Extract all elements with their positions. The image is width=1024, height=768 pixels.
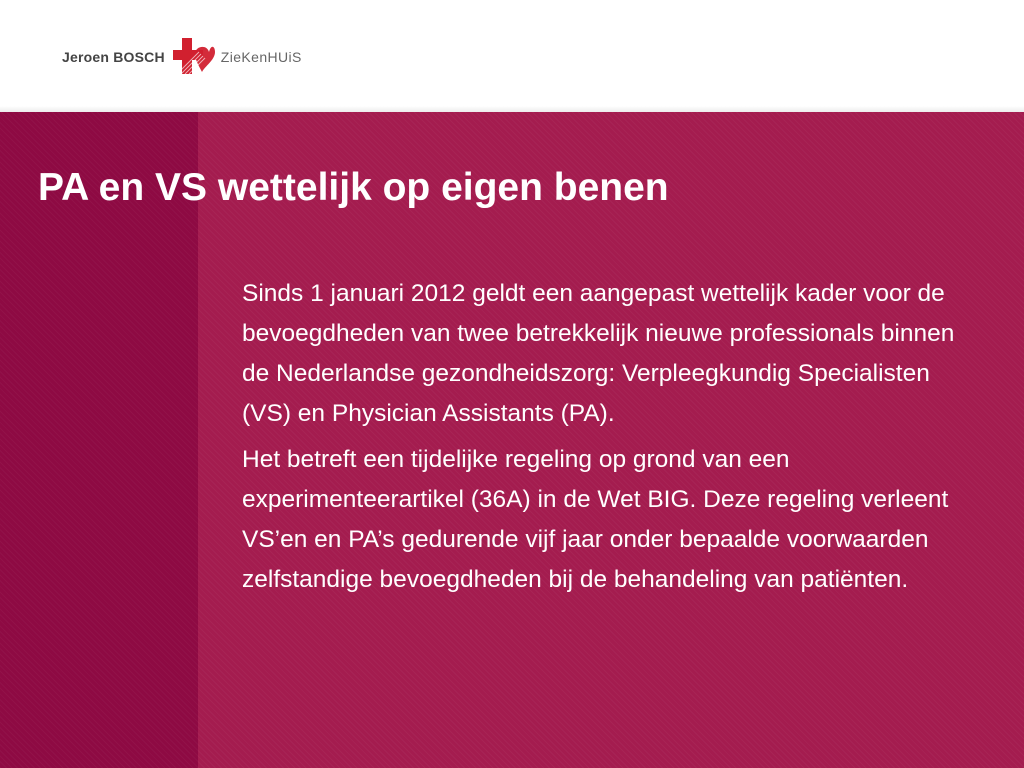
hospital-logo xyxy=(62,34,302,80)
side-panel xyxy=(0,112,198,768)
slide-title: PA en VS wettelijk op eigen benen xyxy=(38,166,669,209)
body-paragraph: Sinds 1 januari 2012 geldt een aangepast wettelijk kader voor de bevoegdheden van twee betrekkelijk nieuwe professionals binnen de Nederlandse gezondheidszorg: Verpleegkundig Specialisten (VS) en Physician Assistants (PA). xyxy=(242,280,955,427)
slide-header xyxy=(0,0,1024,112)
logo-name-left: Jeroen BOSCH xyxy=(62,49,165,65)
slide-body xyxy=(242,274,972,606)
slide-content xyxy=(0,112,1024,768)
logo-name-right: ZieKenHUiS xyxy=(220,49,302,65)
cross-heart-icon xyxy=(171,34,215,80)
body-paragraph: Het betreft een tijdelijke regeling op grond van een experimenteerartikel (36A) in de Wet BIG. Deze regeling verleent VS’en en PA’s gedurende vijf jaar onder bepaalde voorwaarden zelfstandige bevoegdheden bij de behandeling van patiënten. xyxy=(242,446,949,593)
